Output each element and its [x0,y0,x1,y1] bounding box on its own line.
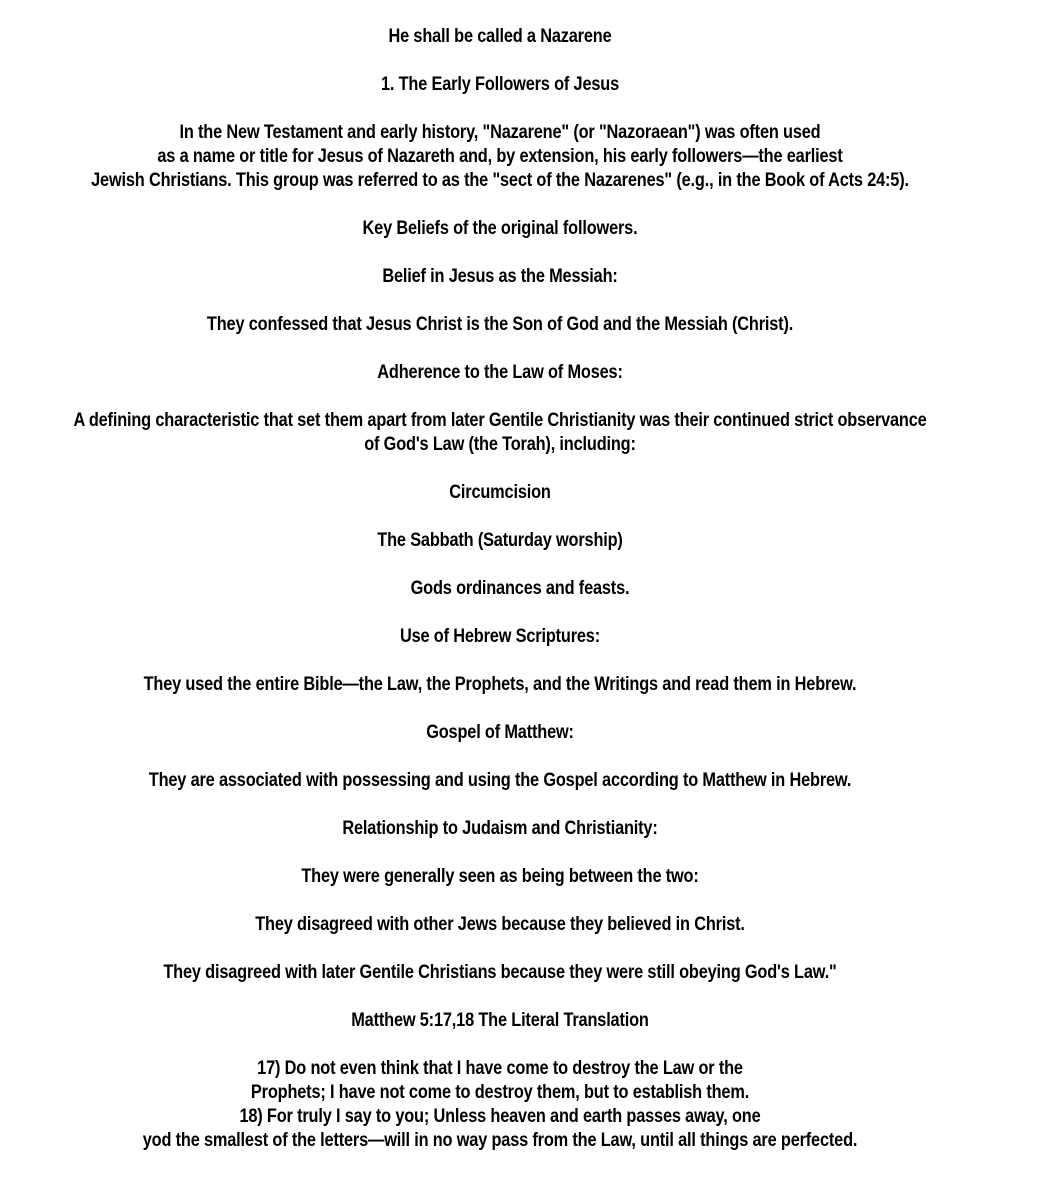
matthew-text: They are associated with possessing and using the Gospel according to Matthew in Hebrew. [148,770,852,791]
document-title: He shall be called a Nazarene [388,26,612,47]
section-heading: 1. The Early Followers of Jesus [380,74,620,95]
intro-line-1: In the New Testament and early history, "Nazarene" (or "Nazoraean") was often used [179,122,821,143]
messiah-heading: Belief in Jesus as the Messiah: [382,266,618,287]
messiah-text: They confessed that Jesus Christ is the Son of God and the Messiah (Christ). [206,314,794,335]
intro-line-3: Jewish Christians. This group was referred to as the "sect of the Nazarenes" (e.g., in the Book of Acts 24:5). [91,170,909,191]
verse-line-4: yod the smallest of the letters—will in no way pass from the Law, until all things are perfected. [142,1130,858,1151]
matthew-heading: Gospel of Matthew: [426,722,574,743]
relationship-heading: Relationship to Judaism and Christianity: [342,818,658,839]
intro-line-2: as a name or title for Jesus of Nazareth and, by extension, his early followers—the earliest [157,146,843,167]
verse-line-2: Prophets; I have not come to destroy them, but to establish them. [250,1082,750,1103]
relationship-intro: They were generally seen as being between the two: [301,866,699,887]
law-item-circumcision: Circumcision [449,482,551,503]
law-item-feasts: Gods ordinances and feasts. [410,578,630,599]
law-item-sabbath: The Sabbath (Saturday worship) [377,530,623,551]
key-beliefs-heading: Key Beliefs of the original followers. [362,218,638,239]
verse-line-1: 17) Do not even think that I have come to destroy the Law or the [257,1058,743,1079]
verse-heading: Matthew 5:17,18 The Literal Translation [351,1010,649,1031]
law-heading: Adherence to the Law of Moses: [377,362,623,383]
law-text-line-1: A defining characteristic that set them apart from later Gentile Christianity was their continued strict observance [73,410,927,431]
relationship-gentiles: They disagreed with later Gentile Christians because they were still obeying God's Law." [163,962,837,983]
scriptures-heading: Use of Hebrew Scriptures: [399,626,601,647]
scriptures-text: They used the entire Bible—the Law, the Prophets, and the Writings and read them in Hebrew. [143,674,857,695]
relationship-jews: They disagreed with other Jews because they believed in Christ. [255,914,745,935]
verse-line-3: 18) For truly I say to you; Unless heaven and earth passes away, one [239,1106,761,1127]
law-text-line-2: of God's Law (the Torah), including: [364,434,636,455]
